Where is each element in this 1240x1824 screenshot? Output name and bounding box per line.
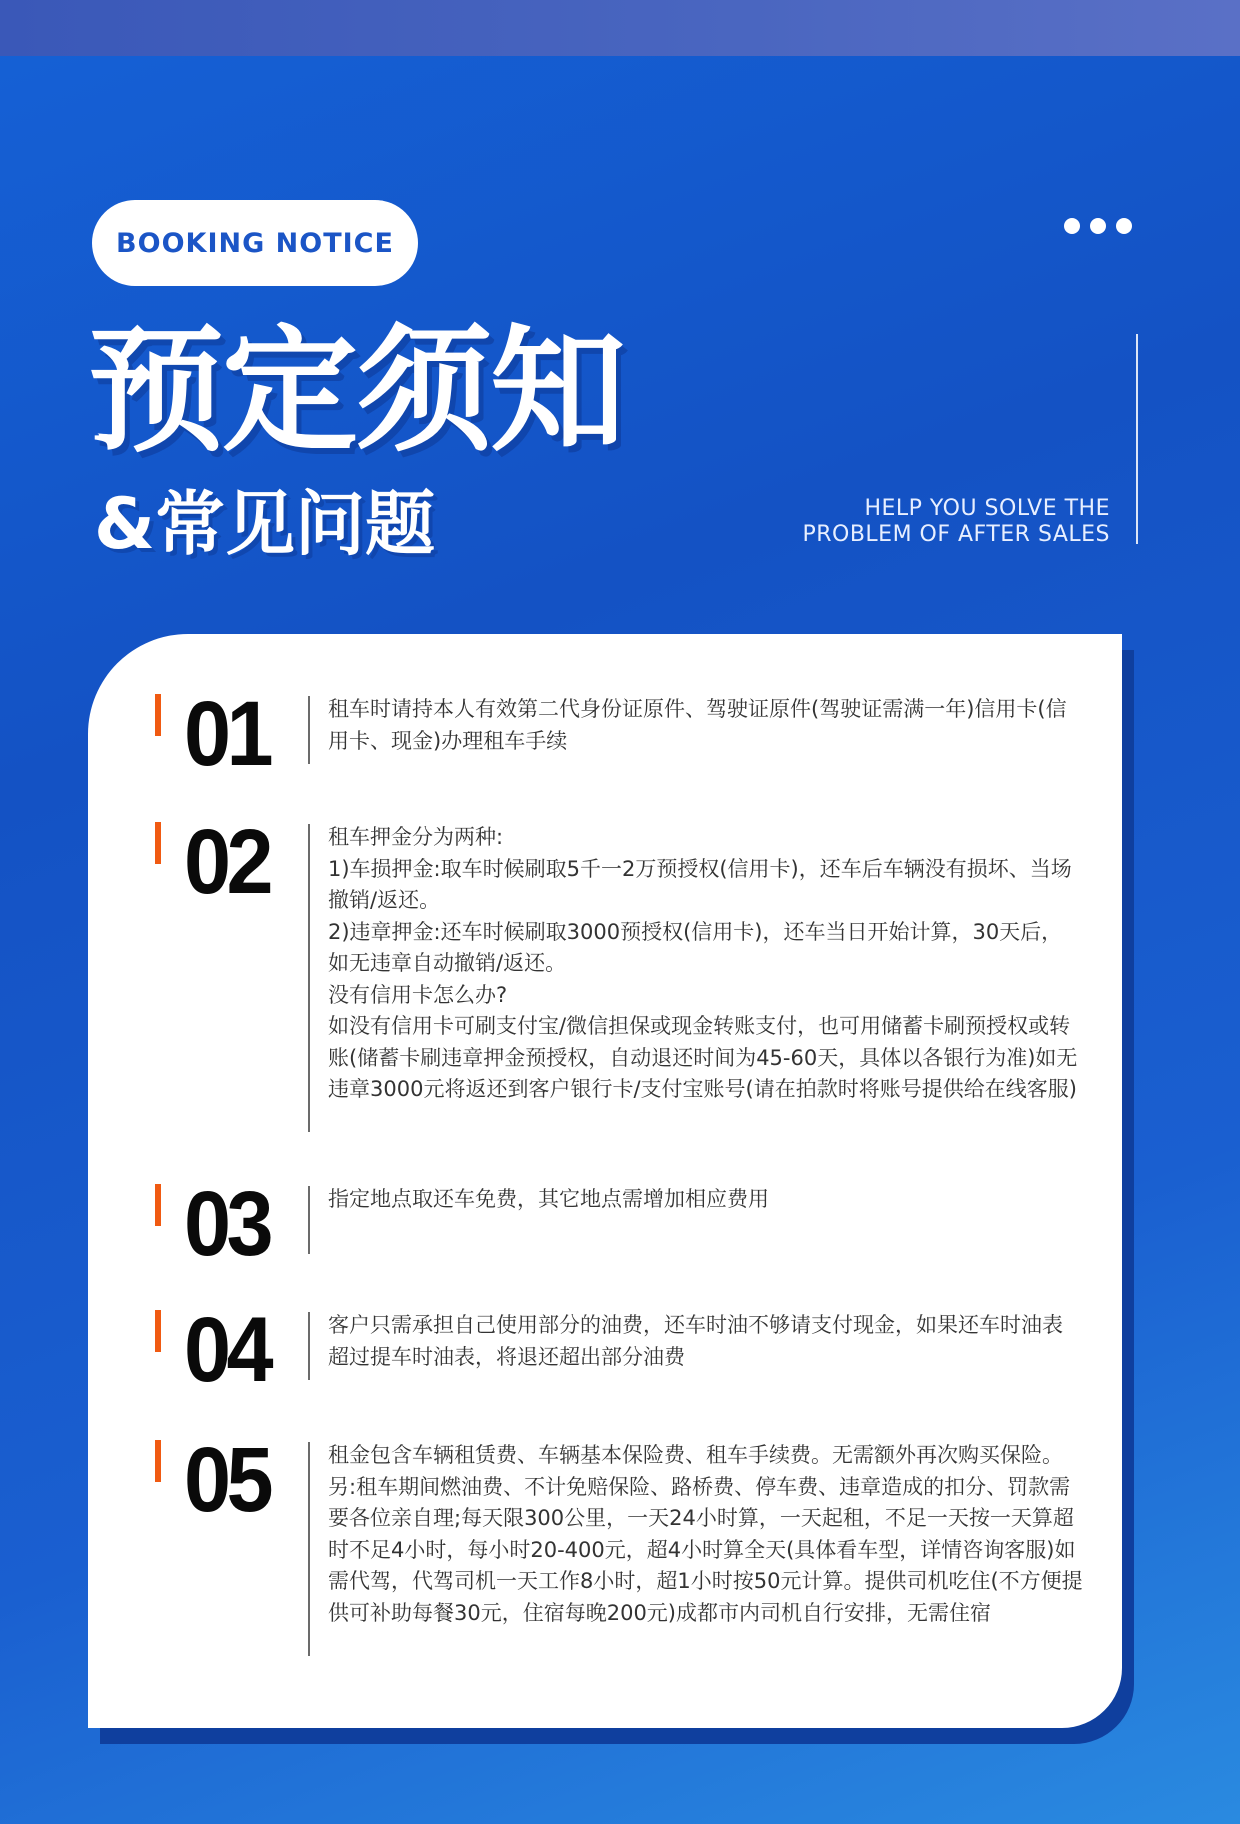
item-number: 04 — [184, 1299, 269, 1401]
item-line: 租车押金分为两种: — [328, 825, 504, 849]
item-text — [328, 694, 1083, 757]
booking-notice-badge — [92, 200, 418, 286]
item-separator — [308, 824, 310, 1132]
item-separator — [308, 696, 310, 764]
item-text — [328, 1440, 1083, 1629]
item-number: 01 — [184, 683, 269, 785]
help-tagline — [802, 496, 1110, 548]
item-line: 租车时请持本人有效第二代身份证原件、驾驶证原件(驾驶证需满一年)信用卡(信用卡、现金)办理租车手续 — [328, 697, 1067, 753]
item-line: 2)违章押金:还车时候刷取3000预授权(信用卡)，还车当日开始计算，30天后，如无违章自动撤销/返还。 — [328, 919, 1063, 975]
dot — [1064, 218, 1080, 234]
help-line-2: PROBLEM OF AFTER SALES — [802, 522, 1110, 547]
item-text — [328, 1184, 1083, 1216]
item-line: 客户只需承担自己使用部分的油费，还车时油不够请支付现金，如果还车时油表超过提车时油表，将退还超出部分油费 — [328, 1313, 1063, 1369]
accent-bar — [155, 1440, 161, 1482]
page-title: 预定须知 — [88, 313, 624, 471]
item-text — [328, 822, 1083, 1106]
item-separator — [308, 1312, 310, 1380]
accent-bar — [155, 694, 161, 736]
vertical-divider — [1136, 334, 1138, 544]
item-line: 1)车损押金:取车时候刷取5千一2万预授权(信用卡)，还车后车辆没有损坏、当场撤销/返还。 — [328, 856, 1072, 912]
item-line: 指定地点取还车免费，其它地点需增加相应费用 — [328, 1187, 769, 1211]
item-separator — [308, 1442, 310, 1656]
accent-bar — [155, 822, 161, 864]
item-number: 03 — [184, 1173, 269, 1275]
item-line: 租金包含车辆租赁费、车辆基本保险费、租车手续费。无需额外再次购买保险。另:租车期间燃油费、不计免赔保险、路桥费、停车费、违章造成的扣分、罚款需要各位亲自理;每天限300公里，一天24小时算，一天起租，不足一天按一天算超时不足4小时，每小时20-400元，超4小时算全天(具体看车型，详情咨询客服)如需代驾，代驾司机一天工作8小时，超1小时按50元计算。提供司机吃住(不方便提供可补助每餐30元，住宿每晚200元)成都市内司机自行安排，无需住宿 — [328, 1443, 1083, 1625]
dot — [1116, 218, 1132, 234]
dot — [1090, 218, 1106, 234]
help-line-1: HELP YOU SOLVE THE — [864, 496, 1110, 521]
badge-label: BOOKING NOTICE — [116, 227, 394, 259]
item-number: 02 — [184, 811, 269, 913]
top-strip — [0, 0, 1240, 56]
item-line: 如没有信用卡可刷支付宝/微信担保或现金转账支付，也可用储蓄卡刷预授权或转账(储蓄卡刷违章押金预授权，自动退还时间为45-60天，具体以各银行为准)如无违章3000元将返还到客户银行卡/支付宝账号(请在拍款时将账号提供给在线客服) — [328, 1014, 1078, 1101]
item-number: 05 — [184, 1429, 269, 1531]
item-text — [328, 1310, 1083, 1373]
more-dots-icon — [1064, 218, 1132, 234]
page-subtitle: &常见问题 — [94, 483, 436, 565]
item-separator — [308, 1186, 310, 1254]
accent-bar — [155, 1184, 161, 1226]
notice-card — [88, 634, 1122, 1728]
accent-bar — [155, 1310, 161, 1352]
item-line: 没有信用卡怎么办? — [328, 982, 508, 1007]
